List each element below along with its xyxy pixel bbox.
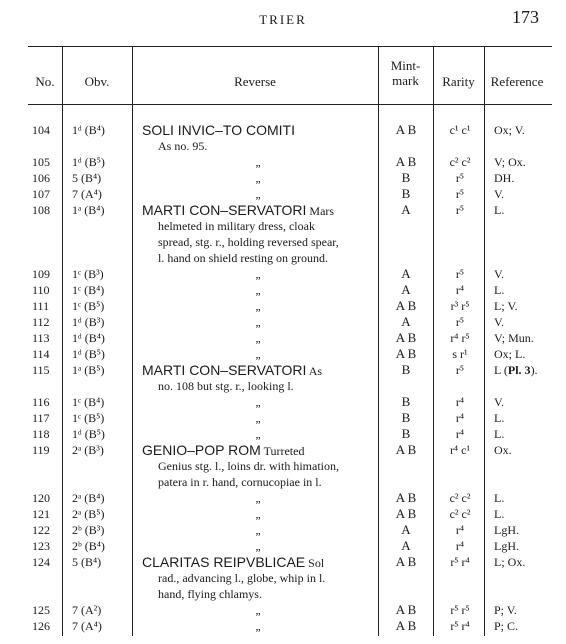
row-reference: DH. bbox=[494, 171, 515, 185]
description-line: Genius stg. l., loins dr. with himation, bbox=[158, 459, 340, 473]
row-obverse: 1ᶜ (B⁵) bbox=[72, 411, 105, 425]
row-number: 121 bbox=[32, 507, 50, 521]
row-mintmark: A B bbox=[395, 298, 417, 313]
table-row bbox=[0, 506, 566, 522]
row-mintmark: A B bbox=[395, 154, 417, 169]
row-obverse: 2ᵃ (B⁵) bbox=[72, 507, 105, 521]
row-obverse: 2ᵃ (B³) bbox=[72, 443, 104, 457]
row-reverse-legend: CLARITAS REIPVBLICAE bbox=[142, 554, 306, 570]
table-row bbox=[0, 346, 566, 362]
row-obverse: 1ᵈ (B⁴) bbox=[72, 331, 105, 345]
table-row bbox=[0, 362, 566, 378]
row-rarity: r⁵ bbox=[455, 171, 465, 185]
row-rarity: r⁵ r⁴ bbox=[450, 555, 470, 569]
row-obverse: 2ᵇ (B⁴) bbox=[72, 539, 105, 553]
row-reverse-ditto: „ bbox=[255, 187, 261, 201]
row-reverse-legend: MARTI CON–SERVATORI bbox=[142, 362, 307, 378]
row-reference: V; Ox. bbox=[494, 155, 526, 169]
row-rarity: r⁵ bbox=[455, 203, 465, 217]
description-line: hand, flying chlamys. bbox=[158, 587, 262, 601]
row-reverse-legend: MARTI CON–SERVATORI bbox=[142, 202, 307, 218]
row-rarity: r⁵ bbox=[455, 187, 465, 201]
row-rarity: r⁵ r⁵ bbox=[450, 603, 470, 617]
row-reverse-ditto: „ bbox=[255, 539, 261, 553]
row-number: 115 bbox=[32, 363, 50, 377]
description-line: spread, stg. r., holding reversed spear, bbox=[158, 235, 339, 249]
row-reference: L. bbox=[494, 411, 505, 425]
table-row bbox=[0, 426, 566, 442]
row-reverse-ditto: „ bbox=[255, 507, 261, 521]
row-reverse-ditto: „ bbox=[255, 603, 261, 617]
row-obverse: 2ᵃ (B⁴) bbox=[72, 491, 105, 505]
row-mintmark: A bbox=[401, 282, 411, 297]
row-rarity: r⁵ bbox=[455, 363, 465, 377]
row-rarity: s r¹ bbox=[452, 347, 468, 361]
row-obverse: 1ᶜ (B⁵) bbox=[72, 299, 105, 313]
row-mintmark: B bbox=[401, 186, 411, 201]
row-reference: L. bbox=[494, 203, 505, 217]
row-reverse-description: As bbox=[308, 364, 323, 378]
row-rarity: r⁴ c¹ bbox=[449, 443, 471, 457]
header-top-rule bbox=[28, 46, 552, 47]
row-reference: V; Mun. bbox=[494, 331, 534, 345]
row-reference: L. bbox=[494, 427, 505, 441]
row-mintmark: A B bbox=[395, 442, 417, 457]
row-number: 123 bbox=[32, 539, 50, 553]
row-mintmark: A B bbox=[395, 602, 417, 617]
row-reference: Ox; V. bbox=[494, 123, 525, 137]
row-reverse-ditto: „ bbox=[255, 491, 261, 505]
row-reverse-ditto: „ bbox=[255, 315, 261, 329]
row-reference: L. bbox=[494, 507, 505, 521]
row-number: 106 bbox=[32, 171, 50, 185]
row-reference bbox=[494, 362, 566, 378]
col-header-obv: Obv. bbox=[84, 74, 110, 89]
row-mintmark: A bbox=[401, 314, 411, 329]
row-reverse-description: Sol bbox=[308, 556, 325, 570]
row-number: 118 bbox=[32, 427, 50, 441]
row-reverse-ditto: „ bbox=[255, 331, 261, 345]
table-row bbox=[0, 330, 566, 346]
row-obverse: 1ᵈ (B⁵) bbox=[72, 347, 105, 361]
row-reference: L; V. bbox=[494, 299, 518, 313]
row-reverse-ditto: „ bbox=[255, 283, 261, 297]
row-rarity: r⁴ bbox=[455, 523, 465, 537]
row-obverse: 1ᶜ (B⁴) bbox=[72, 283, 105, 297]
table-row bbox=[0, 314, 566, 330]
row-reverse-description: Turreted bbox=[263, 444, 305, 458]
col-header-reference: Reference bbox=[490, 74, 544, 89]
table-row bbox=[0, 298, 566, 314]
row-mintmark: B bbox=[401, 362, 411, 377]
description-line: helmeted in military dress, cloak bbox=[158, 219, 315, 233]
row-rarity: r⁵ bbox=[455, 267, 465, 281]
row-rarity: r⁴ r⁵ bbox=[450, 331, 470, 345]
row-obverse: 1ᵈ (B³) bbox=[72, 315, 105, 329]
page-header-title: TRIER bbox=[259, 12, 307, 27]
row-reverse-description: As no. 95. bbox=[158, 139, 208, 153]
row-mintmark: B bbox=[401, 410, 411, 425]
row-reverse-ditto: „ bbox=[255, 347, 261, 361]
table-row bbox=[0, 618, 566, 634]
row-number: 124 bbox=[32, 555, 50, 569]
row-rarity: r⁵ r⁴ bbox=[450, 619, 470, 633]
row-mintmark: B bbox=[401, 394, 411, 409]
row-rarity: r⁴ bbox=[455, 283, 465, 297]
row-obverse: 1ᵈ (B⁵) bbox=[72, 155, 105, 169]
row-obverse: 1ᶜ (B⁴) bbox=[72, 395, 105, 409]
row-obverse: 2ᵇ (B³) bbox=[72, 523, 105, 537]
row-number: 104 bbox=[32, 123, 50, 137]
description-line: l. hand on shield resting on ground. bbox=[158, 251, 328, 265]
row-reference: L; Ox. bbox=[494, 555, 526, 569]
row-obverse: 1ᵃ (B⁴) bbox=[72, 203, 105, 217]
table-row bbox=[0, 266, 566, 282]
table-row bbox=[0, 154, 566, 170]
row-rarity: c² c² bbox=[449, 491, 471, 505]
table-row bbox=[0, 602, 566, 618]
row-reference: V. bbox=[494, 315, 505, 329]
row-reference: V. bbox=[494, 267, 505, 281]
row-reverse-description bbox=[158, 458, 374, 490]
col-header-mintmark-line1: Mint- bbox=[390, 58, 421, 73]
row-rarity: r⁵ bbox=[455, 315, 465, 329]
row-obverse: 1ᵈ (B⁴) bbox=[72, 123, 105, 137]
row-number: 108 bbox=[32, 203, 50, 217]
row-reference: Ox; L. bbox=[494, 347, 526, 361]
header-bottom-rule bbox=[28, 104, 552, 105]
row-mintmark: A bbox=[401, 538, 411, 553]
col-header-mintmark-line2: mark bbox=[392, 73, 419, 88]
row-reverse-description bbox=[158, 570, 374, 602]
row-reverse-description: Mars bbox=[309, 204, 335, 218]
row-rarity: r⁴ bbox=[455, 395, 465, 409]
row-mintmark: A B bbox=[395, 122, 417, 137]
row-obverse: 1ᵃ (B⁵) bbox=[72, 363, 105, 377]
row-reverse-ditto: „ bbox=[255, 299, 261, 313]
row-number: 122 bbox=[32, 523, 50, 537]
col-header-no: No. bbox=[35, 74, 55, 89]
row-mintmark: B bbox=[401, 426, 411, 441]
reference-text: L ( bbox=[494, 363, 508, 377]
row-reverse-description: no. 108 but stg. r., looking l. bbox=[158, 379, 294, 393]
row-number: 111 bbox=[32, 299, 50, 313]
row-rarity: c² c² bbox=[449, 507, 471, 521]
row-reverse-ditto: „ bbox=[255, 395, 261, 409]
row-mintmark: A B bbox=[395, 618, 417, 633]
row-reverse-ditto: „ bbox=[255, 619, 261, 633]
row-reverse-legend: SOLI INVIC–TO COMITI bbox=[142, 122, 295, 138]
row-number: 107 bbox=[32, 187, 50, 201]
row-obverse: 7 (A²) bbox=[72, 603, 102, 617]
row-reverse-ditto: „ bbox=[255, 411, 261, 425]
row-rarity: r⁴ bbox=[455, 539, 465, 553]
row-reference: L. bbox=[494, 283, 505, 297]
row-reference: LgH. bbox=[494, 523, 519, 537]
table-row bbox=[0, 410, 566, 426]
table-row bbox=[0, 442, 566, 458]
table-row bbox=[0, 186, 566, 202]
row-obverse: 1ᶜ (B³) bbox=[72, 267, 104, 281]
row-reverse-legend: GENIO–POP ROM bbox=[142, 442, 261, 458]
row-number: 105 bbox=[32, 155, 50, 169]
row-number: 125 bbox=[32, 603, 50, 617]
row-mintmark: A bbox=[401, 202, 411, 217]
row-rarity: c¹ c¹ bbox=[449, 123, 471, 137]
table-row bbox=[0, 202, 566, 218]
row-reference: Ox. bbox=[494, 443, 512, 457]
table-row bbox=[0, 394, 566, 410]
page-number: 173 bbox=[512, 7, 539, 27]
row-reference: V. bbox=[494, 187, 505, 201]
description-line: patera in r. hand, cornucopiae in l. bbox=[158, 475, 322, 489]
row-reverse-ditto: „ bbox=[255, 427, 261, 441]
table-row bbox=[0, 122, 566, 138]
row-number: 120 bbox=[32, 491, 50, 505]
description-line: rad., advancing l., globe, whip in l. bbox=[158, 571, 326, 585]
table-row bbox=[0, 538, 566, 554]
row-obverse: 7 (A⁴) bbox=[72, 187, 102, 201]
row-mintmark: A B bbox=[395, 506, 417, 521]
row-reference: P; C. bbox=[494, 619, 519, 633]
row-mintmark: A bbox=[401, 522, 411, 537]
table-row bbox=[0, 522, 566, 538]
row-obverse: 5 (B⁴) bbox=[72, 171, 102, 185]
table-row bbox=[0, 282, 566, 298]
row-reference: LgH. bbox=[494, 539, 519, 553]
col-header-reverse: Reverse bbox=[234, 74, 276, 89]
row-rarity: r³ r⁵ bbox=[450, 299, 470, 313]
row-number: 119 bbox=[32, 443, 50, 457]
row-number: 110 bbox=[32, 283, 50, 297]
row-mintmark: A B bbox=[395, 346, 417, 361]
row-reference: L. bbox=[494, 491, 505, 505]
col-header-rarity: Rarity bbox=[442, 74, 475, 89]
row-mintmark: B bbox=[401, 170, 411, 185]
row-number: 114 bbox=[32, 347, 50, 361]
row-reverse-ditto: „ bbox=[255, 267, 261, 281]
reference-close: ). bbox=[530, 363, 538, 377]
table-row bbox=[0, 554, 566, 570]
row-rarity: c² c² bbox=[449, 155, 471, 169]
row-reverse-ditto: „ bbox=[255, 171, 261, 185]
row-reference: V. bbox=[494, 395, 505, 409]
row-reference: P; V. bbox=[494, 603, 517, 617]
row-reverse-ditto: „ bbox=[255, 523, 261, 537]
row-obverse: 1ᵈ (B⁵) bbox=[72, 427, 105, 441]
row-reverse-description bbox=[158, 218, 374, 266]
reference-plate: Pl. 3 bbox=[507, 363, 531, 377]
row-reverse-ditto: „ bbox=[255, 155, 261, 169]
row-rarity: r⁴ bbox=[455, 427, 465, 441]
row-number: 113 bbox=[32, 331, 50, 345]
row-mintmark: A B bbox=[395, 330, 417, 345]
row-number: 112 bbox=[32, 315, 50, 329]
table-row bbox=[0, 490, 566, 506]
row-number: 126 bbox=[32, 619, 50, 633]
row-obverse: 5 (B⁴) bbox=[72, 555, 102, 569]
row-mintmark: A bbox=[401, 266, 411, 281]
row-rarity: r⁴ bbox=[455, 411, 465, 425]
row-number: 109 bbox=[32, 267, 50, 281]
row-mintmark: A B bbox=[395, 554, 417, 569]
row-mintmark: A B bbox=[395, 490, 417, 505]
table-row bbox=[0, 170, 566, 186]
row-number: 116 bbox=[32, 395, 50, 409]
row-number: 117 bbox=[32, 411, 50, 425]
row-obverse: 7 (A⁴) bbox=[72, 619, 102, 633]
col-header-mintmark bbox=[378, 58, 433, 88]
